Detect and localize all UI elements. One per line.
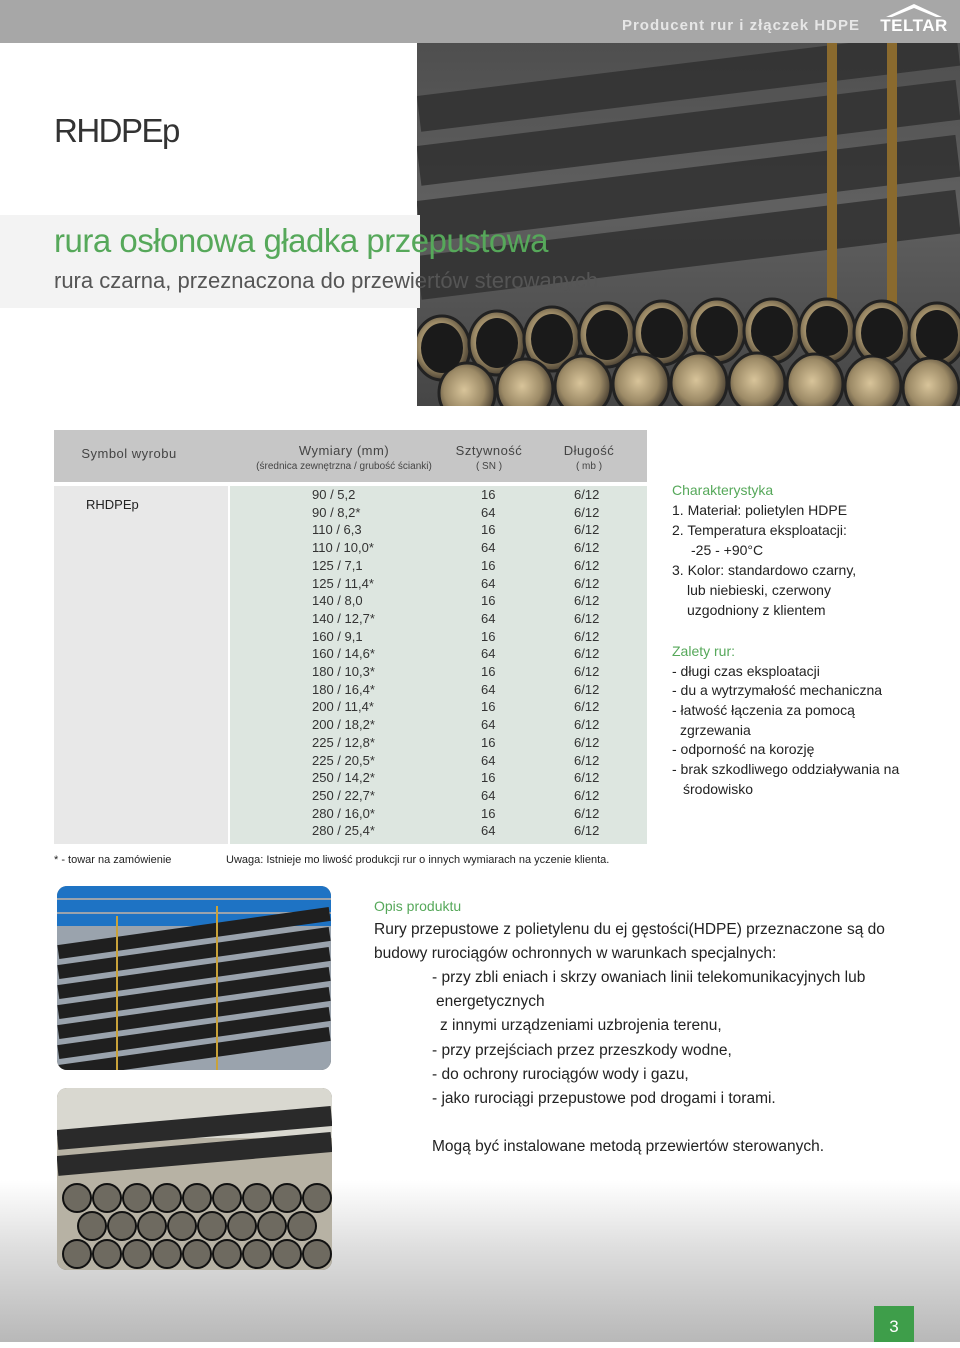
advantages-line: - du a wytrzymałość mechaniczna [672, 682, 883, 698]
product-title: rura osłonowa gładka przepustowa [54, 222, 548, 259]
cell-dimension: 140 / 12,7* [312, 610, 375, 626]
cell-dimension: 200 / 11,4* [312, 699, 374, 715]
logo-roof-icon [884, 3, 944, 17]
characteristics-line: 2. Temperatura eksploatacji: [672, 522, 847, 538]
cell-dimension: 200 / 18,2* [312, 717, 375, 733]
table-row [0, 735, 960, 753]
teltar-logo [874, 3, 954, 37]
cell-stiffness: 64 [481, 681, 496, 697]
cell-stiffness: 16 [481, 770, 496, 786]
cell-dimension: 280 / 25,4* [312, 823, 375, 839]
cell-length: 6/12 [574, 540, 600, 556]
cell-dimension: 180 / 16,4* [312, 681, 375, 697]
cell-length: 6/12 [574, 557, 600, 573]
logo-text: TELTAR [880, 16, 948, 35]
company-tagline: Producent rur i złączek HDPE [621, 17, 860, 34]
cell-dimension: 250 / 22,7* [312, 787, 375, 803]
table-row [0, 629, 960, 647]
cell-stiffness: 64 [481, 717, 496, 733]
description-title: Opis produktu [374, 898, 462, 914]
cell-length: 6/12 [574, 487, 600, 502]
cell-dimension: 225 / 12,8* [312, 734, 375, 750]
description-line: z innymi urządzeniami uzbrojenia terenu, [440, 1017, 722, 1034]
cell-length: 6/12 [574, 823, 600, 839]
cell-length: 6/12 [574, 699, 600, 715]
cell-length: 6/12 [574, 787, 600, 803]
cell-stiffness: 64 [481, 787, 496, 803]
top-bar [0, 0, 960, 43]
characteristics-line: lub niebieski, czerwony [687, 582, 831, 598]
table-row [0, 806, 960, 824]
cell-dimension: 125 / 11,4* [312, 575, 374, 591]
cell-dimension: 140 / 8,0 [312, 593, 363, 609]
characteristics-line: uzgodniony z klientem [687, 602, 826, 618]
cell-dimension: 250 / 14,2* [312, 770, 375, 786]
header-dimensions: Wymiary (mm) (średnica zewnętrzna / grubość ścianki) [256, 443, 432, 472]
cell-dimension: 280 / 16,0* [312, 805, 375, 821]
cell-dimension: 110 / 6,3 [312, 522, 362, 538]
cell-dimension: 180 / 10,3* [312, 664, 375, 679]
cell-length: 6/12 [574, 593, 600, 609]
characteristics-title: Charakterystyka [672, 482, 774, 498]
cell-length: 6/12 [574, 734, 600, 750]
cell-stiffness: 16 [481, 699, 496, 715]
table-symbol: RHDPEp [86, 497, 139, 512]
pipes-bundle-photo [57, 886, 331, 1070]
header-length: Długość ( mb ) [563, 443, 615, 472]
characteristics-line: -25 - +90°C [691, 542, 764, 558]
cell-dimension: 225 / 20,5* [312, 752, 375, 768]
description-line: - przy zbli eniach i skrzy owaniach linii telekomunikacyjnych lub [432, 969, 866, 986]
description-line: energetycznych [436, 993, 545, 1010]
cell-length: 6/12 [574, 664, 600, 679]
cell-stiffness: 64 [481, 823, 496, 839]
cell-stiffness: 64 [481, 646, 496, 662]
cell-stiffness: 16 [481, 664, 496, 679]
cell-length: 6/12 [574, 805, 600, 821]
description-line: Mogą być instalowane metodą przewiertów sterowanych. [432, 1138, 824, 1155]
cell-dimension: 110 / 10,0* [312, 540, 374, 556]
table-note: Uwaga: Istnieje mo liwość produkcji rur o innych wymiarach na yczenie klienta. [226, 854, 610, 866]
advantages-line: - długi czas eksploatacji [672, 663, 820, 679]
cell-stiffness: 64 [481, 610, 496, 626]
cell-stiffness: 16 [481, 805, 496, 821]
cell-stiffness: 16 [481, 593, 496, 609]
cell-length: 6/12 [574, 504, 600, 520]
header-stiffness: Sztywność ( SN ) [455, 443, 523, 472]
product-subtitle: rura czarna, przeznaczona do przewiertów sterowanych [54, 268, 599, 293]
table-row [0, 823, 960, 841]
cell-stiffness: 16 [481, 628, 496, 644]
cell-dimension: 90 / 5,2 [312, 487, 356, 502]
characteristics-line: 3. Kolor: standardowo czarny, [672, 562, 857, 578]
cell-length: 6/12 [574, 628, 600, 644]
cell-stiffness: 64 [481, 575, 496, 591]
cell-length: 6/12 [574, 575, 600, 591]
cell-stiffness: 64 [481, 752, 496, 768]
cell-dimension: 160 / 14,6* [312, 646, 375, 662]
header-symbol: Symbol wyrobu [81, 446, 177, 461]
characteristics-line: 1. Materiał: polietylen HDPE [672, 502, 848, 518]
cell-length: 6/12 [574, 610, 600, 626]
table-row [0, 788, 960, 806]
cell-stiffness: 16 [481, 557, 496, 573]
advantages-line: zgrzewania [680, 722, 751, 738]
description-line: budowy rurociągów ochronnych w warunkach specjalnych: [374, 945, 777, 962]
table-row [0, 717, 960, 735]
cell-length: 6/12 [574, 770, 600, 786]
cell-length: 6/12 [574, 681, 600, 697]
table-row [0, 540, 960, 558]
cell-dimension: 90 / 8,2* [312, 504, 361, 520]
description-line: Rury przepustowe z polietylenu du ej gęstości(HDPE) przeznaczone są do [374, 921, 885, 938]
cell-stiffness: 16 [481, 734, 496, 750]
advantages-title: Zalety rur: [672, 643, 736, 659]
cell-dimension: 160 / 9,1 [312, 628, 363, 644]
description-line: - przy przejściach przez przeszkody wodne, [432, 1042, 732, 1059]
cell-stiffness: 64 [481, 504, 496, 520]
cell-length: 6/12 [574, 522, 600, 538]
cell-length: 6/12 [574, 752, 600, 768]
cell-length: 6/12 [574, 646, 600, 662]
footnote: * - towar na zamówienie [54, 854, 172, 866]
cell-stiffness: 64 [481, 540, 496, 556]
pipes-stack-photo [57, 1088, 332, 1270]
cell-stiffness: 16 [481, 487, 496, 502]
description-line: - jako rurociągi przepustowe pod drogami i torami. [432, 1090, 776, 1107]
advantages-line: - łatwość łączenia za pomocą [672, 702, 855, 718]
cell-dimension: 125 / 7,1 [312, 557, 363, 573]
advantages-line: - brak szkodliwego oddziaływania na [672, 761, 900, 777]
cell-stiffness: 16 [481, 522, 496, 538]
advantages-line: środowisko [683, 781, 754, 797]
table-header [54, 430, 647, 482]
cell-length: 6/12 [574, 717, 600, 733]
advantages-line: - odporność na korozję [672, 741, 815, 757]
product-code: RHDPEp [54, 112, 179, 149]
table-row [0, 646, 960, 664]
description-line: - do ochrony rurociągów wody i gazu, [432, 1066, 689, 1083]
page-number: 3 [874, 1306, 914, 1342]
